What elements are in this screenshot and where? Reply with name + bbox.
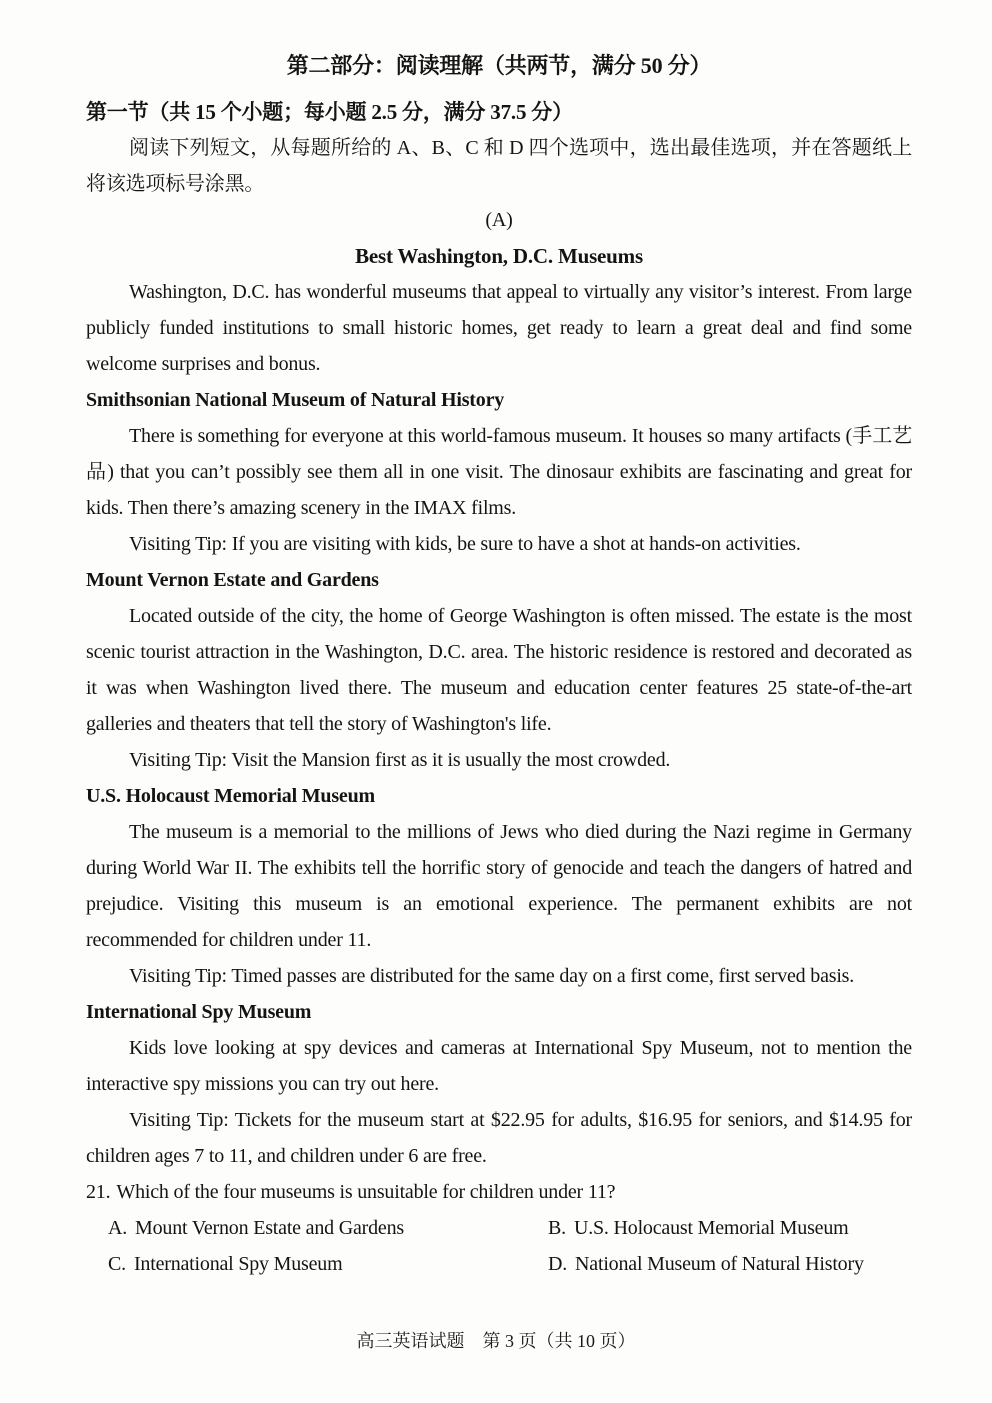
- museum-heading: Mount Vernon Estate and Gardens: [86, 569, 379, 591]
- museum-description: Kids love looking at spy devices and cameras at International Spy Museum, not to mention the interactive spy missions you can try out here.: [86, 1037, 912, 1095]
- museum-section: [86, 382, 912, 562]
- museum-heading: Smithsonian National Museum of Natural History: [86, 389, 505, 411]
- instructions: 阅读下列短文，从每题所给的 A、B、C 和 D 四个选项中，选出最佳选项，并在答题纸上将该选项标号涂黑。: [86, 137, 912, 195]
- museum-description: Located outside of the city, the home of George Washington is often missed. The estate is the most scenic tourist attraction in the Washington, D.C. area. The historic residence is restored and decorated as it was when Washington lived there. The museum and education center features 25 state-of-the-art galleries and theaters that tell the story of Washington's life.: [86, 605, 912, 735]
- museum-section: [86, 778, 912, 994]
- visiting-tip: Visiting Tip: Tickets for the museum start at $22.95 for adults, $16.95 for seniors, and $14.95 for children ages 7 to 11, and children under 6 are free.: [86, 1109, 912, 1167]
- section-header: 第一节（共 15 个小题；每小题 2.5 分，满分 37.5 分）: [86, 100, 573, 124]
- question-stem: Which of the four museums is unsuitable for children under 11?: [116, 1181, 616, 1203]
- question-text: [86, 1174, 912, 1210]
- option-d: [548, 1246, 912, 1282]
- visiting-tip: Visiting Tip: Visit the Mansion first as it is usually the most crowded.: [129, 749, 671, 771]
- option-c-text: International Spy Museum: [133, 1253, 343, 1275]
- question-block: [86, 1174, 912, 1282]
- page-content: [86, 50, 912, 1282]
- options-grid: [86, 1210, 912, 1282]
- question-number: 21.: [86, 1181, 111, 1203]
- option-a: [108, 1210, 548, 1246]
- option-c: [108, 1246, 548, 1282]
- museum-heading: U.S. Holocaust Memorial Museum: [86, 785, 375, 807]
- passage-label: (A): [485, 209, 513, 231]
- option-c-label: C.: [108, 1253, 126, 1275]
- option-b-label: B.: [548, 1217, 566, 1239]
- page-footer: 高三英语试题 第 3 页（共 10 页）: [356, 1331, 636, 1351]
- museum-description: The museum is a memorial to the millions of Jews who died during the Nazi regime in Germany during World War II. The exhibits tell the horrific story of genocide and teach the dangers of hatred and prejudice. Visiting this museum is an emotional experience. The permanent exhibits are not recommended for children under 11.: [86, 821, 912, 951]
- museum-section: [86, 562, 912, 778]
- visiting-tip: Visiting Tip: Timed passes are distributed for the same day on a first come, first served basis.: [129, 965, 855, 987]
- museum-description: There is something for everyone at this world-famous museum. It houses so many artifacts (手工艺品) that you can’t possibly see them all in one visit. The dinosaur exhibits are fascinating and great for kids. Then there’s amazing scenery in the IMAX films.: [86, 425, 912, 519]
- intro-paragraph: Washington, D.C. has wonderful museums that appeal to virtually any visitor’s interest. From large publicly funded institutions to small historic homes, get ready to learn a great deal and find some welcome surprises and bonus.: [86, 281, 912, 375]
- option-b: [548, 1210, 912, 1246]
- visiting-tip: Visiting Tip: If you are visiting with kids, be sure to have a shot at hands-on activities.: [129, 533, 801, 555]
- part-header: 第二部分：阅读理解（共两节，满分 50 分）: [286, 53, 712, 78]
- option-d-text: National Museum of Natural History: [575, 1253, 864, 1275]
- option-a-label: A.: [108, 1217, 128, 1239]
- option-d-label: D.: [548, 1253, 568, 1275]
- passage-title: Best Washington, D.C. Museums: [355, 244, 643, 268]
- option-b-text: U.S. Holocaust Memorial Museum: [573, 1217, 849, 1239]
- museum-section: [86, 994, 912, 1174]
- museum-heading: International Spy Museum: [86, 1001, 312, 1023]
- option-a-text: Mount Vernon Estate and Gardens: [135, 1217, 404, 1239]
